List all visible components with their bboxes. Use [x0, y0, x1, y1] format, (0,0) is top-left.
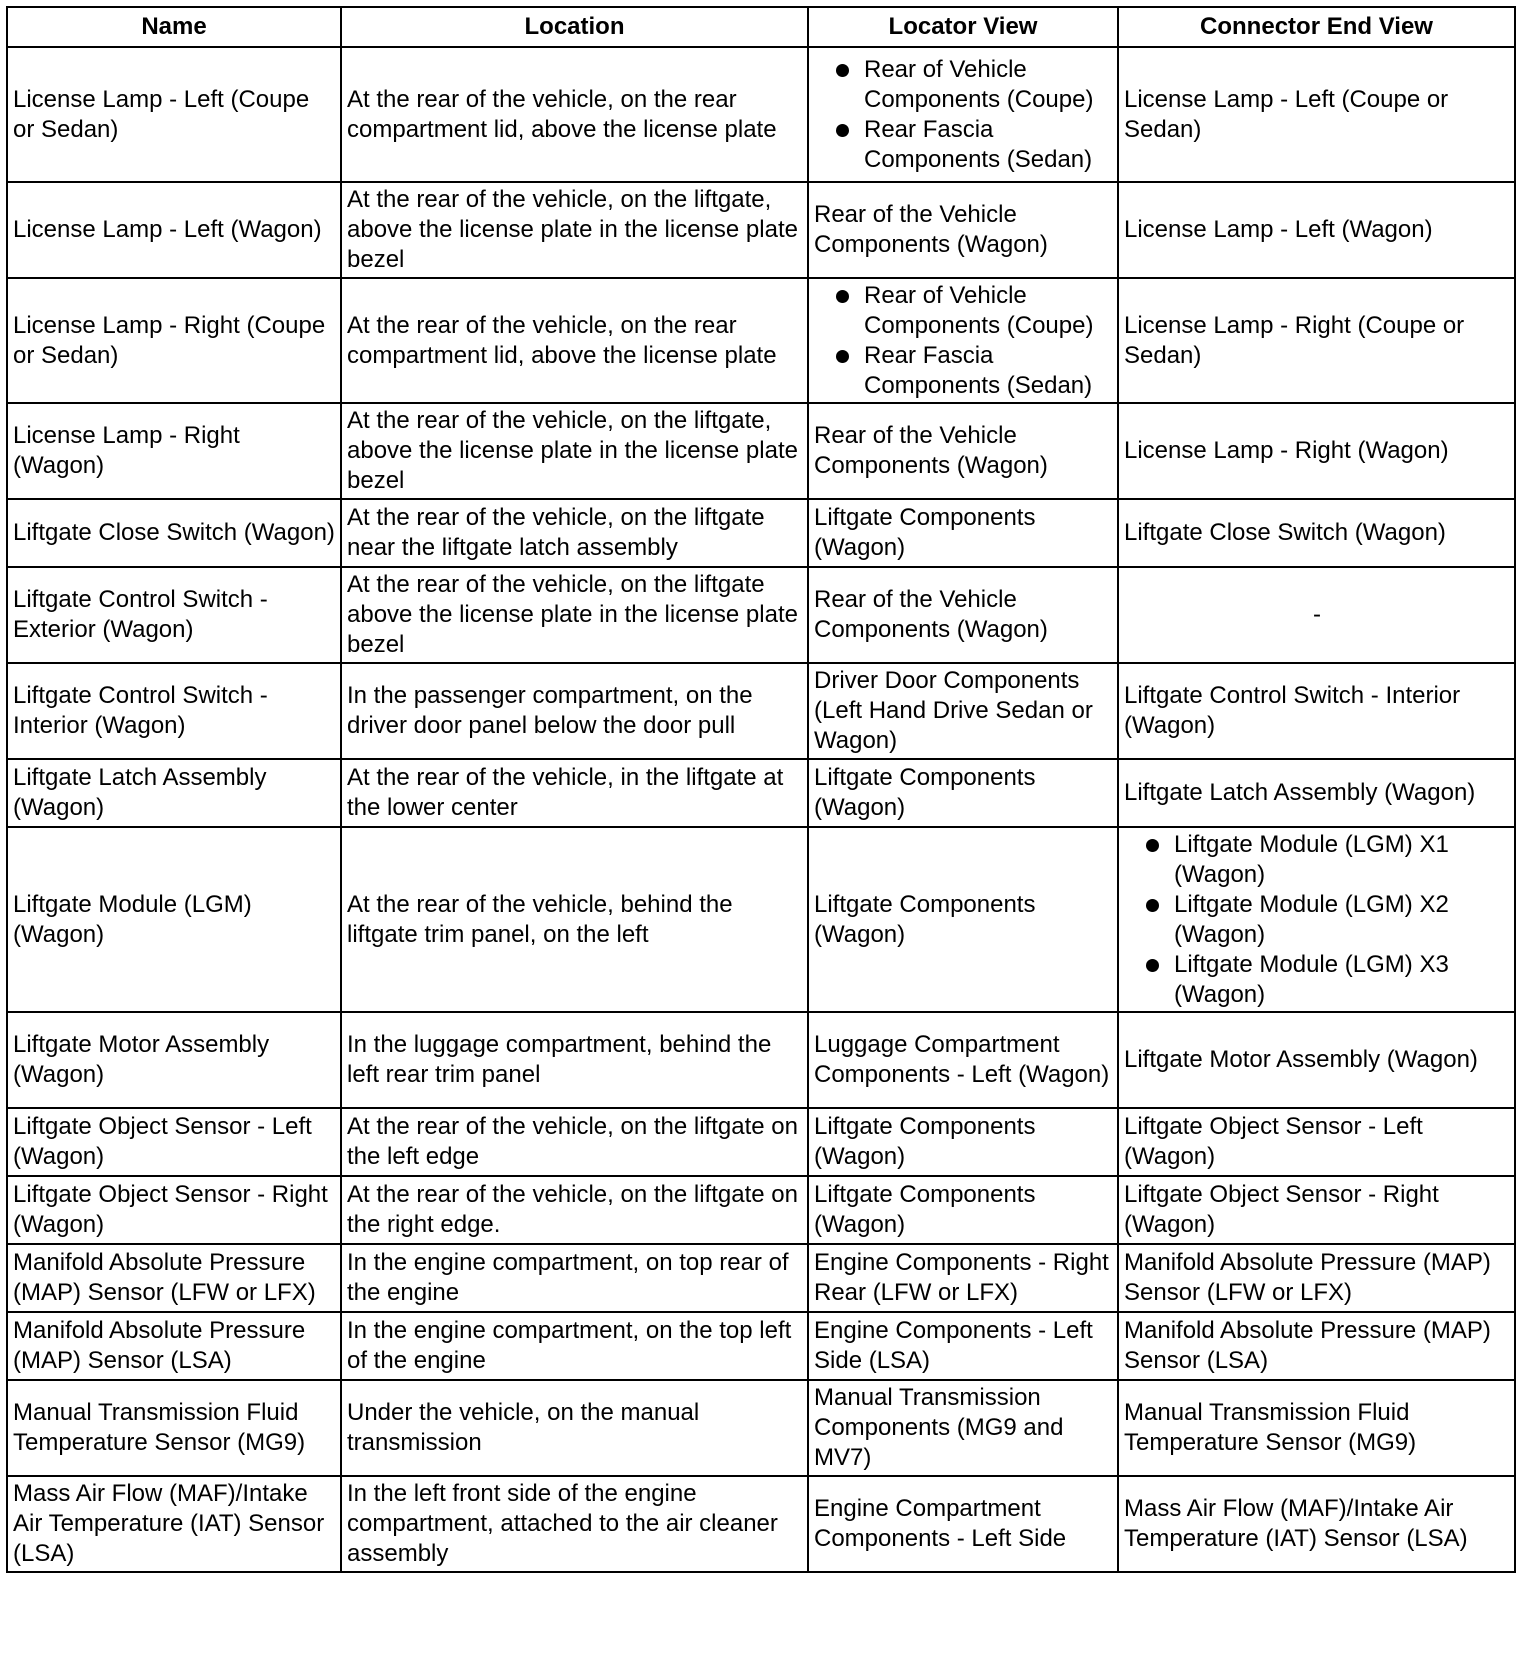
cell-connector-end-view-text: Liftgate Motor Assembly (Wagon) — [1124, 1046, 1478, 1073]
cell-name: License Lamp - Left (Wagon) — [7, 182, 341, 278]
cell-connector-end-view — [1118, 1244, 1515, 1312]
cell-connector-end-view-text: Liftgate Control Switch - Interior (Wagon) — [1124, 682, 1461, 739]
bullet-list — [814, 55, 1113, 175]
table-row — [7, 1312, 1515, 1380]
header-connector-end-view: Connector End View — [1118, 7, 1515, 47]
table-row — [7, 1476, 1515, 1572]
cell-location: At the rear of the vehicle, on the liftgate near the liftgate latch assembly — [341, 499, 808, 567]
table-row — [7, 663, 1515, 759]
bullet-text: Liftgate Module (LGM) X2 (Wagon) — [1174, 890, 1449, 948]
table-row — [7, 47, 1515, 182]
cell-name: License Lamp - Right (Coupe or Sedan) — [7, 278, 341, 403]
cell-connector-end-view-text: License Lamp - Left (Wagon) — [1124, 216, 1433, 243]
component-locator-table — [6, 6, 1516, 1573]
bullet-dot-icon — [1146, 959, 1159, 972]
table-row — [7, 1012, 1515, 1108]
cell-locator-view — [808, 567, 1118, 663]
table-row — [7, 1176, 1515, 1244]
bullet-item — [1124, 830, 1510, 890]
cell-locator-view-text: Luggage Compartment Components - Left (Wagon) — [814, 1031, 1110, 1088]
bullet-text: Rear of Vehicle Components (Coupe) — [864, 281, 1094, 339]
cell-locator-view — [808, 1312, 1118, 1380]
table-row — [7, 759, 1515, 827]
cell-locator-view-text: Liftgate Components (Wagon) — [814, 1181, 1036, 1238]
cell-locator-view-text: Engine Compartment Components - Left Side — [814, 1495, 1067, 1552]
cell-location: At the rear of the vehicle, on the rear compartment lid, above the license plate — [341, 278, 808, 403]
cell-locator-view-text: Liftgate Components (Wagon) — [814, 1113, 1036, 1170]
cell-location: In the engine compartment, on top rear of the engine — [341, 1244, 808, 1312]
cell-location: At the rear of the vehicle, behind the liftgate trim panel, on the left — [341, 827, 808, 1012]
cell-connector-end-view — [1118, 1176, 1515, 1244]
cell-connector-end-view — [1118, 1312, 1515, 1380]
cell-locator-view — [808, 1176, 1118, 1244]
cell-location: At the rear of the vehicle, in the liftgate at the lower center — [341, 759, 808, 827]
bullet-text: Rear of Vehicle Components (Coupe) — [864, 55, 1094, 113]
cell-locator-view — [808, 827, 1118, 1012]
cell-connector-end-view-text: - — [1313, 601, 1321, 628]
table-row — [7, 1244, 1515, 1312]
cell-connector-end-view-text: Manual Transmission Fluid Temperature Sensor (MG9) — [1124, 1399, 1417, 1456]
cell-name: Mass Air Flow (MAF)/Intake Air Temperature (IAT) Sensor (LSA) — [7, 1476, 341, 1572]
bullet-dot-icon — [1146, 899, 1159, 912]
cell-connector-end-view-text: Manifold Absolute Pressure (MAP) Sensor (LSA) — [1124, 1317, 1491, 1374]
bullet-item — [814, 341, 1113, 401]
table-row — [7, 567, 1515, 663]
cell-locator-view — [808, 278, 1118, 403]
cell-connector-end-view-text: Manifold Absolute Pressure (MAP) Sensor (LFW or LFX) — [1124, 1249, 1491, 1306]
cell-locator-view-text: Engine Components - Right Rear (LFW or LFX) — [814, 1249, 1109, 1306]
bullet-item — [814, 55, 1113, 115]
bullet-item — [814, 115, 1113, 175]
cell-connector-end-view-text: Liftgate Latch Assembly (Wagon) — [1124, 779, 1476, 806]
table-row — [7, 827, 1515, 1012]
cell-locator-view — [808, 403, 1118, 499]
cell-locator-view — [808, 663, 1118, 759]
table-row — [7, 1108, 1515, 1176]
cell-connector-end-view — [1118, 663, 1515, 759]
bullet-dot-icon — [1146, 839, 1159, 852]
cell-connector-end-view-text: License Lamp - Left (Coupe or Sedan) — [1124, 85, 1449, 143]
cell-connector-end-view-text: Liftgate Object Sensor - Left (Wagon) — [1124, 1113, 1423, 1170]
cell-locator-view-text: Liftgate Components (Wagon) — [814, 764, 1036, 821]
cell-connector-end-view-text: Mass Air Flow (MAF)/Intake Air Temperature (IAT) Sensor (LSA) — [1124, 1495, 1468, 1552]
cell-name: License Lamp - Left (Coupe or Sedan) — [7, 47, 341, 182]
header-name: Name — [7, 7, 341, 47]
cell-name: Liftgate Latch Assembly (Wagon) — [7, 759, 341, 827]
cell-name: Liftgate Close Switch (Wagon) — [7, 499, 341, 567]
cell-locator-view — [808, 1476, 1118, 1572]
bullet-text: Liftgate Module (LGM) X1 (Wagon) — [1174, 830, 1449, 888]
header-locator-view: Locator View — [808, 7, 1118, 47]
cell-connector-end-view — [1118, 47, 1515, 182]
cell-connector-end-view-text: License Lamp - Right (Wagon) — [1124, 437, 1449, 464]
bullet-item — [1124, 950, 1510, 1010]
cell-locator-view-text: Rear of the Vehicle Components (Wagon) — [814, 201, 1048, 258]
cell-connector-end-view — [1118, 1476, 1515, 1572]
bullet-dot-icon — [836, 64, 849, 77]
table-row — [7, 499, 1515, 567]
cell-connector-end-view-text: Liftgate Object Sensor - Right (Wagon) — [1124, 1181, 1439, 1238]
cell-locator-view-text: Driver Door Components (Left Hand Drive Sedan or Wagon) — [814, 667, 1093, 754]
cell-location: In the engine compartment, on the top left of the engine — [341, 1312, 808, 1380]
cell-connector-end-view — [1118, 278, 1515, 403]
cell-connector-end-view-text: Liftgate Close Switch (Wagon) — [1124, 519, 1446, 546]
bullet-text: Rear Fascia Components (Sedan) — [864, 341, 1093, 399]
cell-connector-end-view — [1118, 1012, 1515, 1108]
cell-location: At the rear of the vehicle, on the liftgate, above the license plate in the license plate bezel — [341, 182, 808, 278]
bullet-item — [1124, 890, 1510, 950]
cell-location: At the rear of the vehicle, on the liftgate, above the license plate in the license plate bezel — [341, 403, 808, 499]
cell-connector-end-view — [1118, 759, 1515, 827]
cell-location: At the rear of the vehicle, on the liftgate above the license plate in the license plate bezel — [341, 567, 808, 663]
cell-locator-view — [808, 1244, 1118, 1312]
cell-connector-end-view — [1118, 827, 1515, 1012]
cell-locator-view-text: Liftgate Components (Wagon) — [814, 890, 1036, 948]
bullet-dot-icon — [836, 350, 849, 363]
cell-connector-end-view — [1118, 1380, 1515, 1476]
cell-name: Liftgate Module (LGM) (Wagon) — [7, 827, 341, 1012]
cell-locator-view — [808, 499, 1118, 567]
cell-connector-end-view — [1118, 567, 1515, 663]
bullet-list — [1124, 830, 1510, 1010]
cell-name: Manifold Absolute Pressure (MAP) Sensor (LSA) — [7, 1312, 341, 1380]
cell-connector-end-view-text: License Lamp - Right (Coupe or Sedan) — [1124, 311, 1465, 369]
cell-locator-view — [808, 1012, 1118, 1108]
cell-locator-view-text: Liftgate Components (Wagon) — [814, 504, 1036, 561]
cell-name: Liftgate Motor Assembly (Wagon) — [7, 1012, 341, 1108]
cell-name: Liftgate Control Switch - Interior (Wagon) — [7, 663, 341, 759]
cell-connector-end-view — [1118, 1108, 1515, 1176]
cell-name: Liftgate Object Sensor - Left (Wagon) — [7, 1108, 341, 1176]
cell-name: License Lamp - Right (Wagon) — [7, 403, 341, 499]
bullet-dot-icon — [836, 124, 849, 137]
cell-location: In the left front side of the engine compartment, attached to the air cleaner assembly — [341, 1476, 808, 1572]
header-row — [7, 7, 1515, 47]
bullet-item — [814, 281, 1113, 341]
cell-locator-view-text: Manual Transmission Components (MG9 and MV7) — [814, 1384, 1064, 1471]
cell-location: In the luggage compartment, behind the left rear trim panel — [341, 1012, 808, 1108]
table-body — [7, 47, 1515, 1572]
table-row — [7, 1380, 1515, 1476]
component-locator-table-container — [6, 6, 1514, 1573]
cell-name: Liftgate Control Switch - Exterior (Wagon) — [7, 567, 341, 663]
cell-location: At the rear of the vehicle, on the liftgate on the left edge — [341, 1108, 808, 1176]
cell-name: Manifold Absolute Pressure (MAP) Sensor (LFW or LFX) — [7, 1244, 341, 1312]
cell-location: In the passenger compartment, on the driver door panel below the door pull — [341, 663, 808, 759]
cell-name: Manual Transmission Fluid Temperature Sensor (MG9) — [7, 1380, 341, 1476]
cell-location: At the rear of the vehicle, on the liftgate on the right edge. — [341, 1176, 808, 1244]
bullet-list — [814, 281, 1113, 401]
cell-locator-view — [808, 759, 1118, 827]
cell-connector-end-view — [1118, 182, 1515, 278]
cell-locator-view — [808, 1380, 1118, 1476]
cell-locator-view-text: Engine Components - Left Side (LSA) — [814, 1317, 1093, 1374]
cell-locator-view — [808, 47, 1118, 182]
table-row — [7, 182, 1515, 278]
bullet-text: Rear Fascia Components (Sedan) — [864, 115, 1093, 173]
table-row — [7, 278, 1515, 403]
cell-locator-view — [808, 182, 1118, 278]
header-location: Location — [341, 7, 808, 47]
table-row — [7, 403, 1515, 499]
cell-locator-view — [808, 1108, 1118, 1176]
bullet-text: Liftgate Module (LGM) X3 (Wagon) — [1174, 950, 1449, 1008]
cell-location: At the rear of the vehicle, on the rear compartment lid, above the license plate — [341, 47, 808, 182]
cell-location: Under the vehicle, on the manual transmission — [341, 1380, 808, 1476]
cell-locator-view-text: Rear of the Vehicle Components (Wagon) — [814, 422, 1048, 479]
cell-connector-end-view — [1118, 403, 1515, 499]
bullet-dot-icon — [836, 290, 849, 303]
cell-name: Liftgate Object Sensor - Right (Wagon) — [7, 1176, 341, 1244]
cell-connector-end-view — [1118, 499, 1515, 567]
table-header — [7, 7, 1515, 47]
cell-locator-view-text: Rear of the Vehicle Components (Wagon) — [814, 586, 1048, 643]
